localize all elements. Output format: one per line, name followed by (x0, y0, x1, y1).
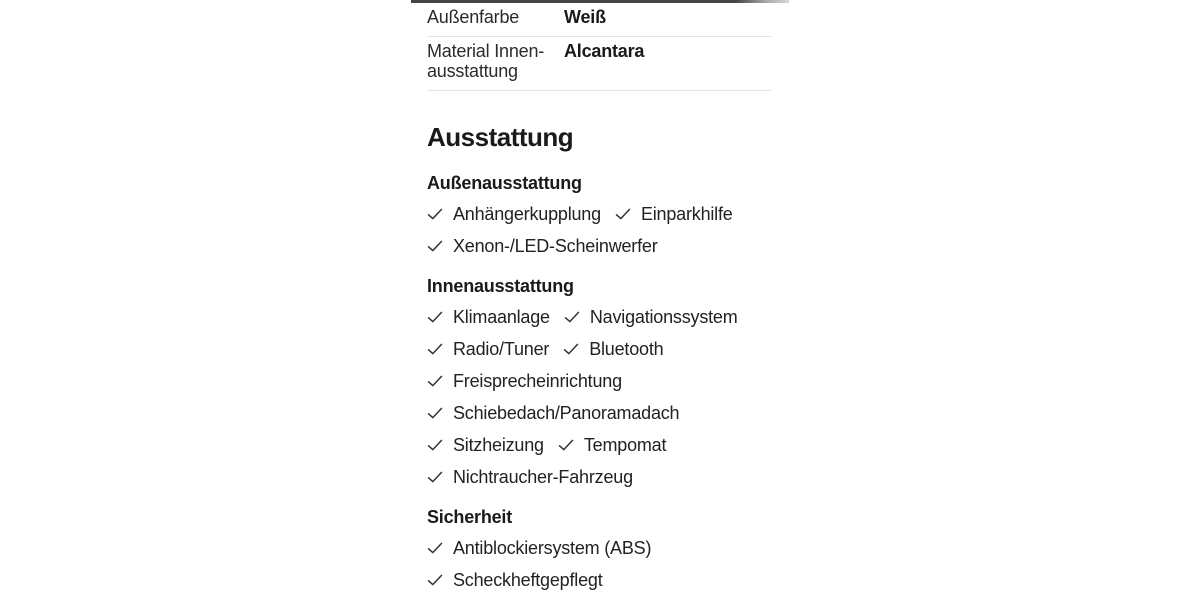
check-icon (427, 341, 443, 357)
feature-row (427, 236, 771, 256)
feature-row (427, 570, 771, 590)
feature-row (427, 371, 771, 391)
feature-label: Tempomat (583, 435, 667, 455)
feature-item (427, 236, 658, 256)
feature-item (427, 435, 544, 455)
spec-label (427, 41, 564, 81)
spec-value: Alcantara (564, 41, 645, 61)
check-icon (427, 540, 443, 556)
feature-row (427, 467, 771, 487)
spec-value: Weiß (564, 7, 606, 27)
equipment-subsection-title: Sicherheit (427, 507, 513, 527)
check-icon (427, 572, 443, 588)
feature-label: Schiebedach/Panoramadach (453, 403, 680, 423)
feature-label: Antiblockiersystem (ABS) (453, 538, 652, 558)
feature-label: Xenon-/LED-Scheinwerfer (453, 236, 658, 256)
spec-table-row (427, 37, 771, 91)
feature-item (427, 204, 601, 224)
equipment-subsection-title: Innenausstattung (427, 276, 574, 296)
equipment-subsection-title: Außenausstattung (427, 173, 582, 193)
check-icon (427, 405, 443, 421)
feature-row (427, 538, 771, 558)
spec-label (427, 7, 564, 27)
vehicle-details-panel (411, 0, 789, 600)
feature-label: Klimaanlage (453, 307, 550, 327)
spec-label-line: ausstattung (427, 61, 518, 81)
check-icon (427, 238, 443, 254)
feature-label: Freisprecheinrichtung (453, 371, 622, 391)
feature-label: Sitzheizung (453, 435, 544, 455)
feature-item (427, 467, 633, 487)
feature-row (427, 339, 771, 359)
feature-row (427, 204, 771, 224)
feature-item (427, 307, 550, 327)
equipment-sections (427, 171, 771, 590)
spec-table-row (427, 3, 771, 37)
check-icon (558, 437, 574, 453)
feature-item (427, 538, 651, 558)
check-icon (563, 341, 579, 357)
check-icon (427, 437, 443, 453)
check-icon (427, 206, 443, 222)
feature-item (558, 435, 666, 455)
check-icon (427, 373, 443, 389)
feature-item (427, 570, 603, 590)
equipment-section-title: Ausstattung (427, 122, 574, 152)
spec-label-line: Außenfarbe (427, 7, 520, 27)
feature-item (615, 204, 733, 224)
feature-label: Navigationssystem (589, 307, 738, 327)
feature-item (563, 339, 663, 359)
check-icon (427, 469, 443, 485)
feature-label: Anhängerkupplung (453, 204, 601, 224)
spec-table (427, 3, 771, 91)
check-icon (615, 206, 631, 222)
feature-label: Einparkhilfe (640, 204, 733, 224)
feature-row (427, 403, 771, 423)
feature-label: Radio/Tuner (453, 339, 550, 359)
feature-item (427, 339, 549, 359)
feature-label: Bluetooth (589, 339, 664, 359)
feature-item (427, 403, 679, 423)
check-icon (427, 309, 443, 325)
feature-item (564, 307, 738, 327)
feature-label: Nichtraucher-Fahrzeug (453, 467, 633, 487)
feature-item (427, 371, 622, 391)
feature-row (427, 435, 771, 455)
spec-label-line: Material Innen- (427, 41, 545, 61)
check-icon (564, 309, 580, 325)
feature-label: Scheckheftgepflegt (453, 570, 603, 590)
feature-row (427, 307, 771, 327)
